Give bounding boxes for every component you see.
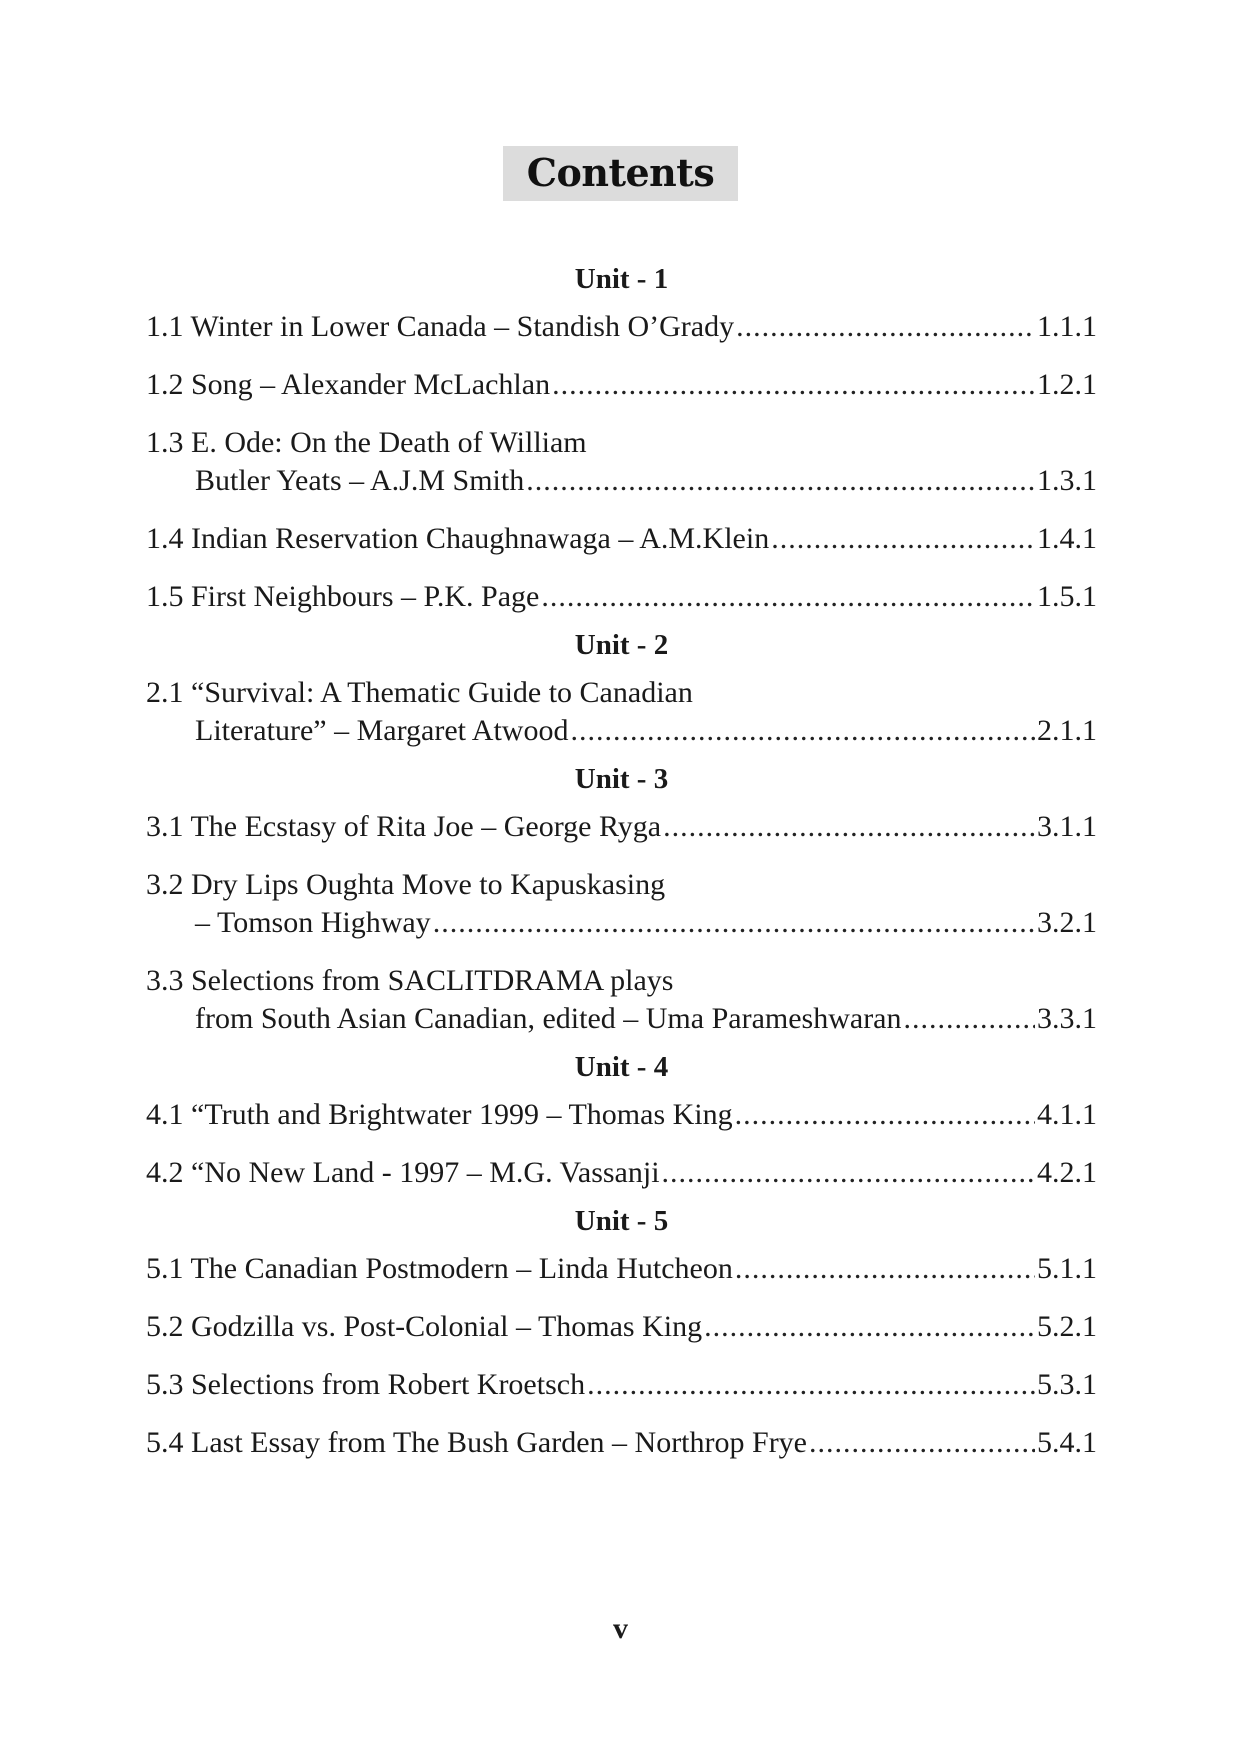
toc-entry-text: 1.1 Winter in Lower Canada – Standish O’Grady bbox=[146, 310, 735, 343]
toc-entry bbox=[146, 424, 1097, 500]
toc-page-number: 1.3.1 bbox=[1037, 464, 1097, 497]
toc-entry-row bbox=[146, 904, 1097, 942]
toc-page-number: 5.3.1 bbox=[1037, 1368, 1097, 1401]
toc-entry-row bbox=[146, 1096, 1097, 1134]
toc-entry bbox=[146, 866, 1097, 942]
toc-entry-row bbox=[146, 308, 1097, 346]
toc-entry-row bbox=[146, 1424, 1097, 1462]
unit-heading: Unit - 3 bbox=[574, 763, 669, 795]
unit-entries bbox=[146, 1250, 1097, 1462]
toc-entry-title-line: 3.3 Selections from SACLITDRAMA plays bbox=[146, 964, 674, 997]
table-of-contents bbox=[146, 250, 1097, 1462]
dot-leader bbox=[662, 1154, 1035, 1192]
toc-entry bbox=[146, 1096, 1097, 1134]
toc-entry-row bbox=[146, 808, 1097, 846]
toc-entry-text: 4.2 “No New Land - 1997 – M.G. Vassanji bbox=[146, 1156, 660, 1189]
toc-entry-text: from South Asian Canadian, edited – Uma Parameshwaran bbox=[195, 1002, 902, 1035]
toc-entry-text: Butler Yeats – A.J.M Smith bbox=[195, 464, 525, 497]
unit-entries bbox=[146, 1096, 1097, 1192]
toc-entry-row bbox=[146, 1366, 1097, 1404]
toc-entry bbox=[146, 366, 1097, 404]
dot-leader bbox=[433, 904, 1035, 942]
toc-entry bbox=[146, 1366, 1097, 1404]
toc-entry-row bbox=[146, 1250, 1097, 1288]
toc-entry-row bbox=[146, 520, 1097, 558]
toc-entry-text: 5.3 Selections from Robert Kroetsch bbox=[146, 1368, 586, 1401]
toc-entry-row bbox=[146, 366, 1097, 404]
toc-entry bbox=[146, 1250, 1097, 1288]
dot-leader bbox=[735, 1250, 1035, 1288]
toc-page-number: 5.1.1 bbox=[1037, 1252, 1097, 1285]
toc-entry-text: 1.2 Song – Alexander McLachlan bbox=[146, 368, 551, 401]
unit-heading: Unit - 4 bbox=[574, 1051, 669, 1083]
toc-entry-row bbox=[146, 578, 1097, 616]
unit-entries bbox=[146, 674, 1097, 750]
toc-entry bbox=[146, 962, 1097, 1038]
toc-entry-text: 1.4 Indian Reservation Chaughnawaga – A.M.Klein bbox=[146, 522, 770, 555]
unit-heading: Unit - 2 bbox=[574, 629, 669, 661]
dot-leader bbox=[552, 366, 1035, 404]
dot-leader bbox=[735, 1096, 1035, 1134]
dot-leader bbox=[663, 808, 1035, 846]
toc-page-number: 5.4.1 bbox=[1037, 1426, 1097, 1459]
toc-entry bbox=[146, 520, 1097, 558]
toc-page-number: 3.2.1 bbox=[1037, 906, 1097, 939]
dot-leader bbox=[587, 1366, 1035, 1404]
toc-entry bbox=[146, 674, 1097, 750]
toc-entry-row bbox=[146, 462, 1097, 500]
dot-leader bbox=[771, 520, 1035, 558]
toc-entry-row bbox=[146, 1000, 1097, 1038]
toc-page-number: 3.3.1 bbox=[1037, 1002, 1097, 1035]
toc-entry bbox=[146, 808, 1097, 846]
dot-leader bbox=[809, 1424, 1035, 1462]
toc-entry-text: 5.2 Godzilla vs. Post-Colonial – Thomas King bbox=[146, 1310, 703, 1343]
toc-entry-title-line: 1.3 E. Ode: On the Death of William bbox=[146, 426, 587, 459]
dot-leader bbox=[526, 462, 1035, 500]
dot-leader bbox=[904, 1000, 1036, 1038]
unit-heading: Unit - 5 bbox=[574, 1205, 669, 1237]
toc-entry-title-line: 3.2 Dry Lips Oughta Move to Kapuskasing bbox=[146, 868, 666, 901]
toc-entry bbox=[146, 1154, 1097, 1192]
toc-entry-text: 5.4 Last Essay from The Bush Garden – Northrop Frye bbox=[146, 1426, 807, 1459]
page-title: Contents bbox=[503, 146, 739, 201]
toc-entry bbox=[146, 578, 1097, 616]
toc-page-number: 1.1.1 bbox=[1037, 310, 1097, 343]
toc-entry-text: 3.1 The Ecstasy of Rita Joe – George Ryga bbox=[146, 810, 662, 843]
toc-entry-text: – Tomson Highway bbox=[195, 906, 431, 939]
dot-leader bbox=[541, 578, 1035, 616]
unit-heading: Unit - 1 bbox=[574, 263, 669, 295]
unit-entries bbox=[146, 308, 1097, 616]
dot-leader bbox=[736, 308, 1035, 346]
toc-entry-title-line: 2.1 “Survival: A Thematic Guide to Canadian bbox=[146, 676, 693, 709]
toc-page-number: 3.1.1 bbox=[1037, 810, 1097, 843]
toc-entry-text: Literature” – Margaret Atwood bbox=[195, 714, 569, 747]
toc-entry-text: 4.1 “Truth and Brightwater 1999 – Thomas King bbox=[146, 1098, 733, 1131]
toc-page-number: 1.4.1 bbox=[1037, 522, 1097, 555]
toc-entry bbox=[146, 308, 1097, 346]
toc-entry bbox=[146, 1424, 1097, 1462]
dot-leader bbox=[570, 712, 1035, 750]
toc-entry-row bbox=[146, 1308, 1097, 1346]
toc-entry-text: 1.5 First Neighbours – P.K. Page bbox=[146, 580, 540, 613]
toc-page-number: 1.5.1 bbox=[1037, 580, 1097, 613]
toc-page-number: 4.1.1 bbox=[1037, 1098, 1097, 1131]
toc-entry bbox=[146, 1308, 1097, 1346]
toc-page-number: 1.2.1 bbox=[1037, 368, 1097, 401]
toc-page-number: 5.2.1 bbox=[1037, 1310, 1097, 1343]
toc-page-number: 2.1.1 bbox=[1037, 714, 1097, 747]
dot-leader bbox=[704, 1308, 1035, 1346]
toc-entry-row bbox=[146, 1154, 1097, 1192]
title-wrapper bbox=[0, 146, 1241, 201]
toc-entry-row bbox=[146, 712, 1097, 750]
toc-page-number: 4.2.1 bbox=[1037, 1156, 1097, 1189]
toc-entry-text: 5.1 The Canadian Postmodern – Linda Hutcheon bbox=[146, 1252, 733, 1285]
page-number: v bbox=[613, 1612, 628, 1645]
unit-entries bbox=[146, 808, 1097, 1038]
